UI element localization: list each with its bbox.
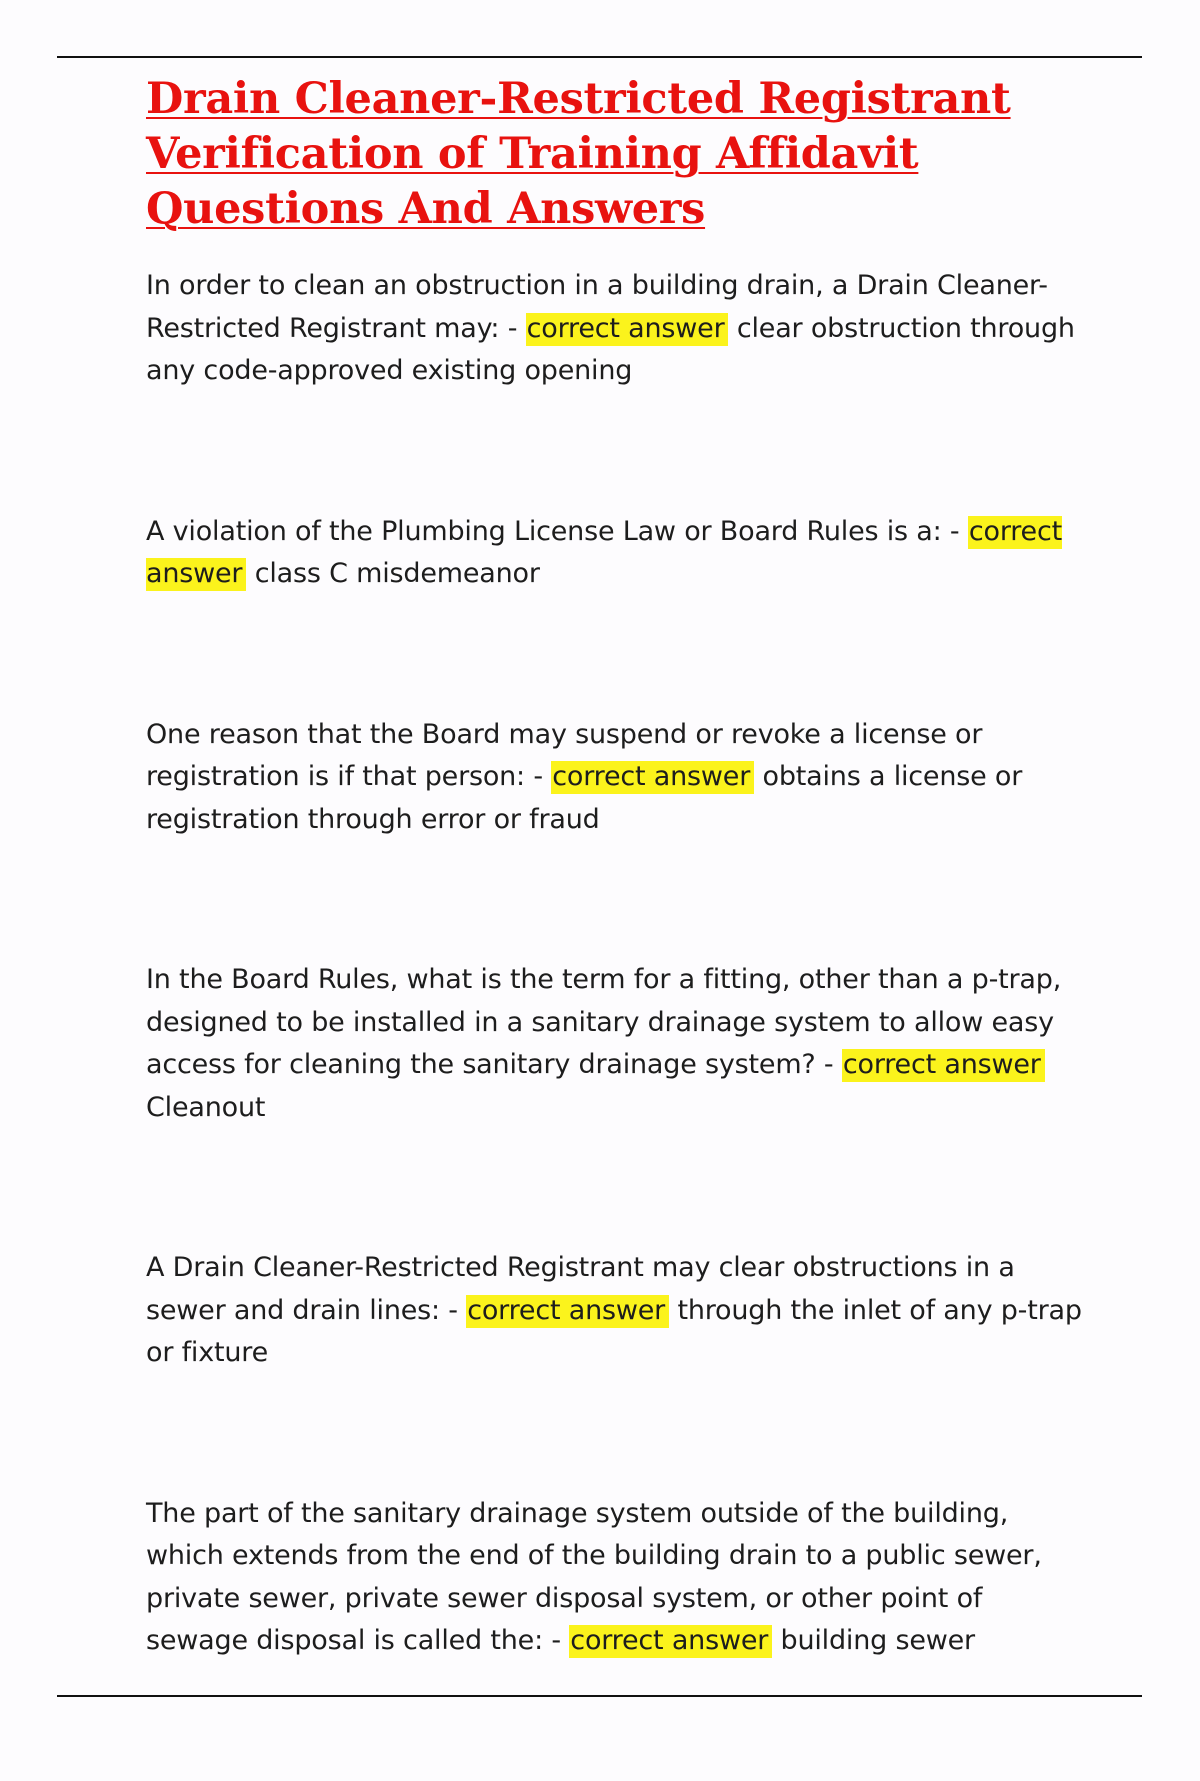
correct-answer-marker: correct answer (551, 761, 754, 794)
qa-item (146, 959, 1086, 1129)
answer-text: clear obstruction through any code-approved existing opening (146, 312, 1075, 386)
correct-answer-marker: correct answer (146, 515, 1062, 589)
bottom-rule (57, 1695, 1142, 1697)
qa-item (146, 714, 1086, 842)
question-text: In the Board Rules, what is the term for a fitting, other than a p-trap, designed to be installed in a sanitary drainage system to allow easy access for cleaning the sanitary drainage system? - (146, 964, 1062, 1080)
qa-list (146, 265, 1086, 1781)
qa-item (146, 265, 1086, 393)
answer-text: obtains a license or registration through error or fraud (146, 761, 1023, 835)
answer-text: building sewer (772, 1625, 975, 1656)
question-text: The part of the sanitary drainage system outside of the building, which extends from the end of the building drain to a public sewer, private sewer, private sewer disposal system, or other point of sewage disposal is called the: - (146, 1497, 1042, 1656)
qa-item (146, 1493, 1086, 1663)
question-text: A Drain Cleaner-Restricted Registrant may clear obstructions in a sewer and drain lines: - (146, 1252, 1015, 1326)
answer-text: Cleanout (146, 1091, 266, 1123)
top-rule (57, 56, 1142, 58)
qa-item (146, 511, 1086, 596)
answer-text: through the inlet of any p-trap or fixture (146, 1294, 1082, 1368)
qa-item (146, 1247, 1086, 1375)
question-text: One reason that the Board may suspend or revoke a license or registration is if that person: - (146, 718, 983, 792)
correct-answer-marker: correct answer (842, 1049, 1045, 1082)
correct-answer-marker: correct answer (526, 313, 729, 346)
correct-answer-marker: correct answer (569, 1625, 772, 1658)
correct-answer-marker: correct answer (466, 1295, 669, 1328)
question-text: A violation of the Plumbing License Law or Board Rules is a: - (146, 515, 968, 547)
answer-text: class C misdemeanor (246, 558, 540, 589)
question-text: In order to clean an obstruction in a building drain, a Drain Cleaner-Restricted Registrant may: - (146, 270, 1048, 344)
document-title: Drain Cleaner-Restricted Registrant Verification of Training Affidavit Questions And Answers (146, 74, 1011, 234)
